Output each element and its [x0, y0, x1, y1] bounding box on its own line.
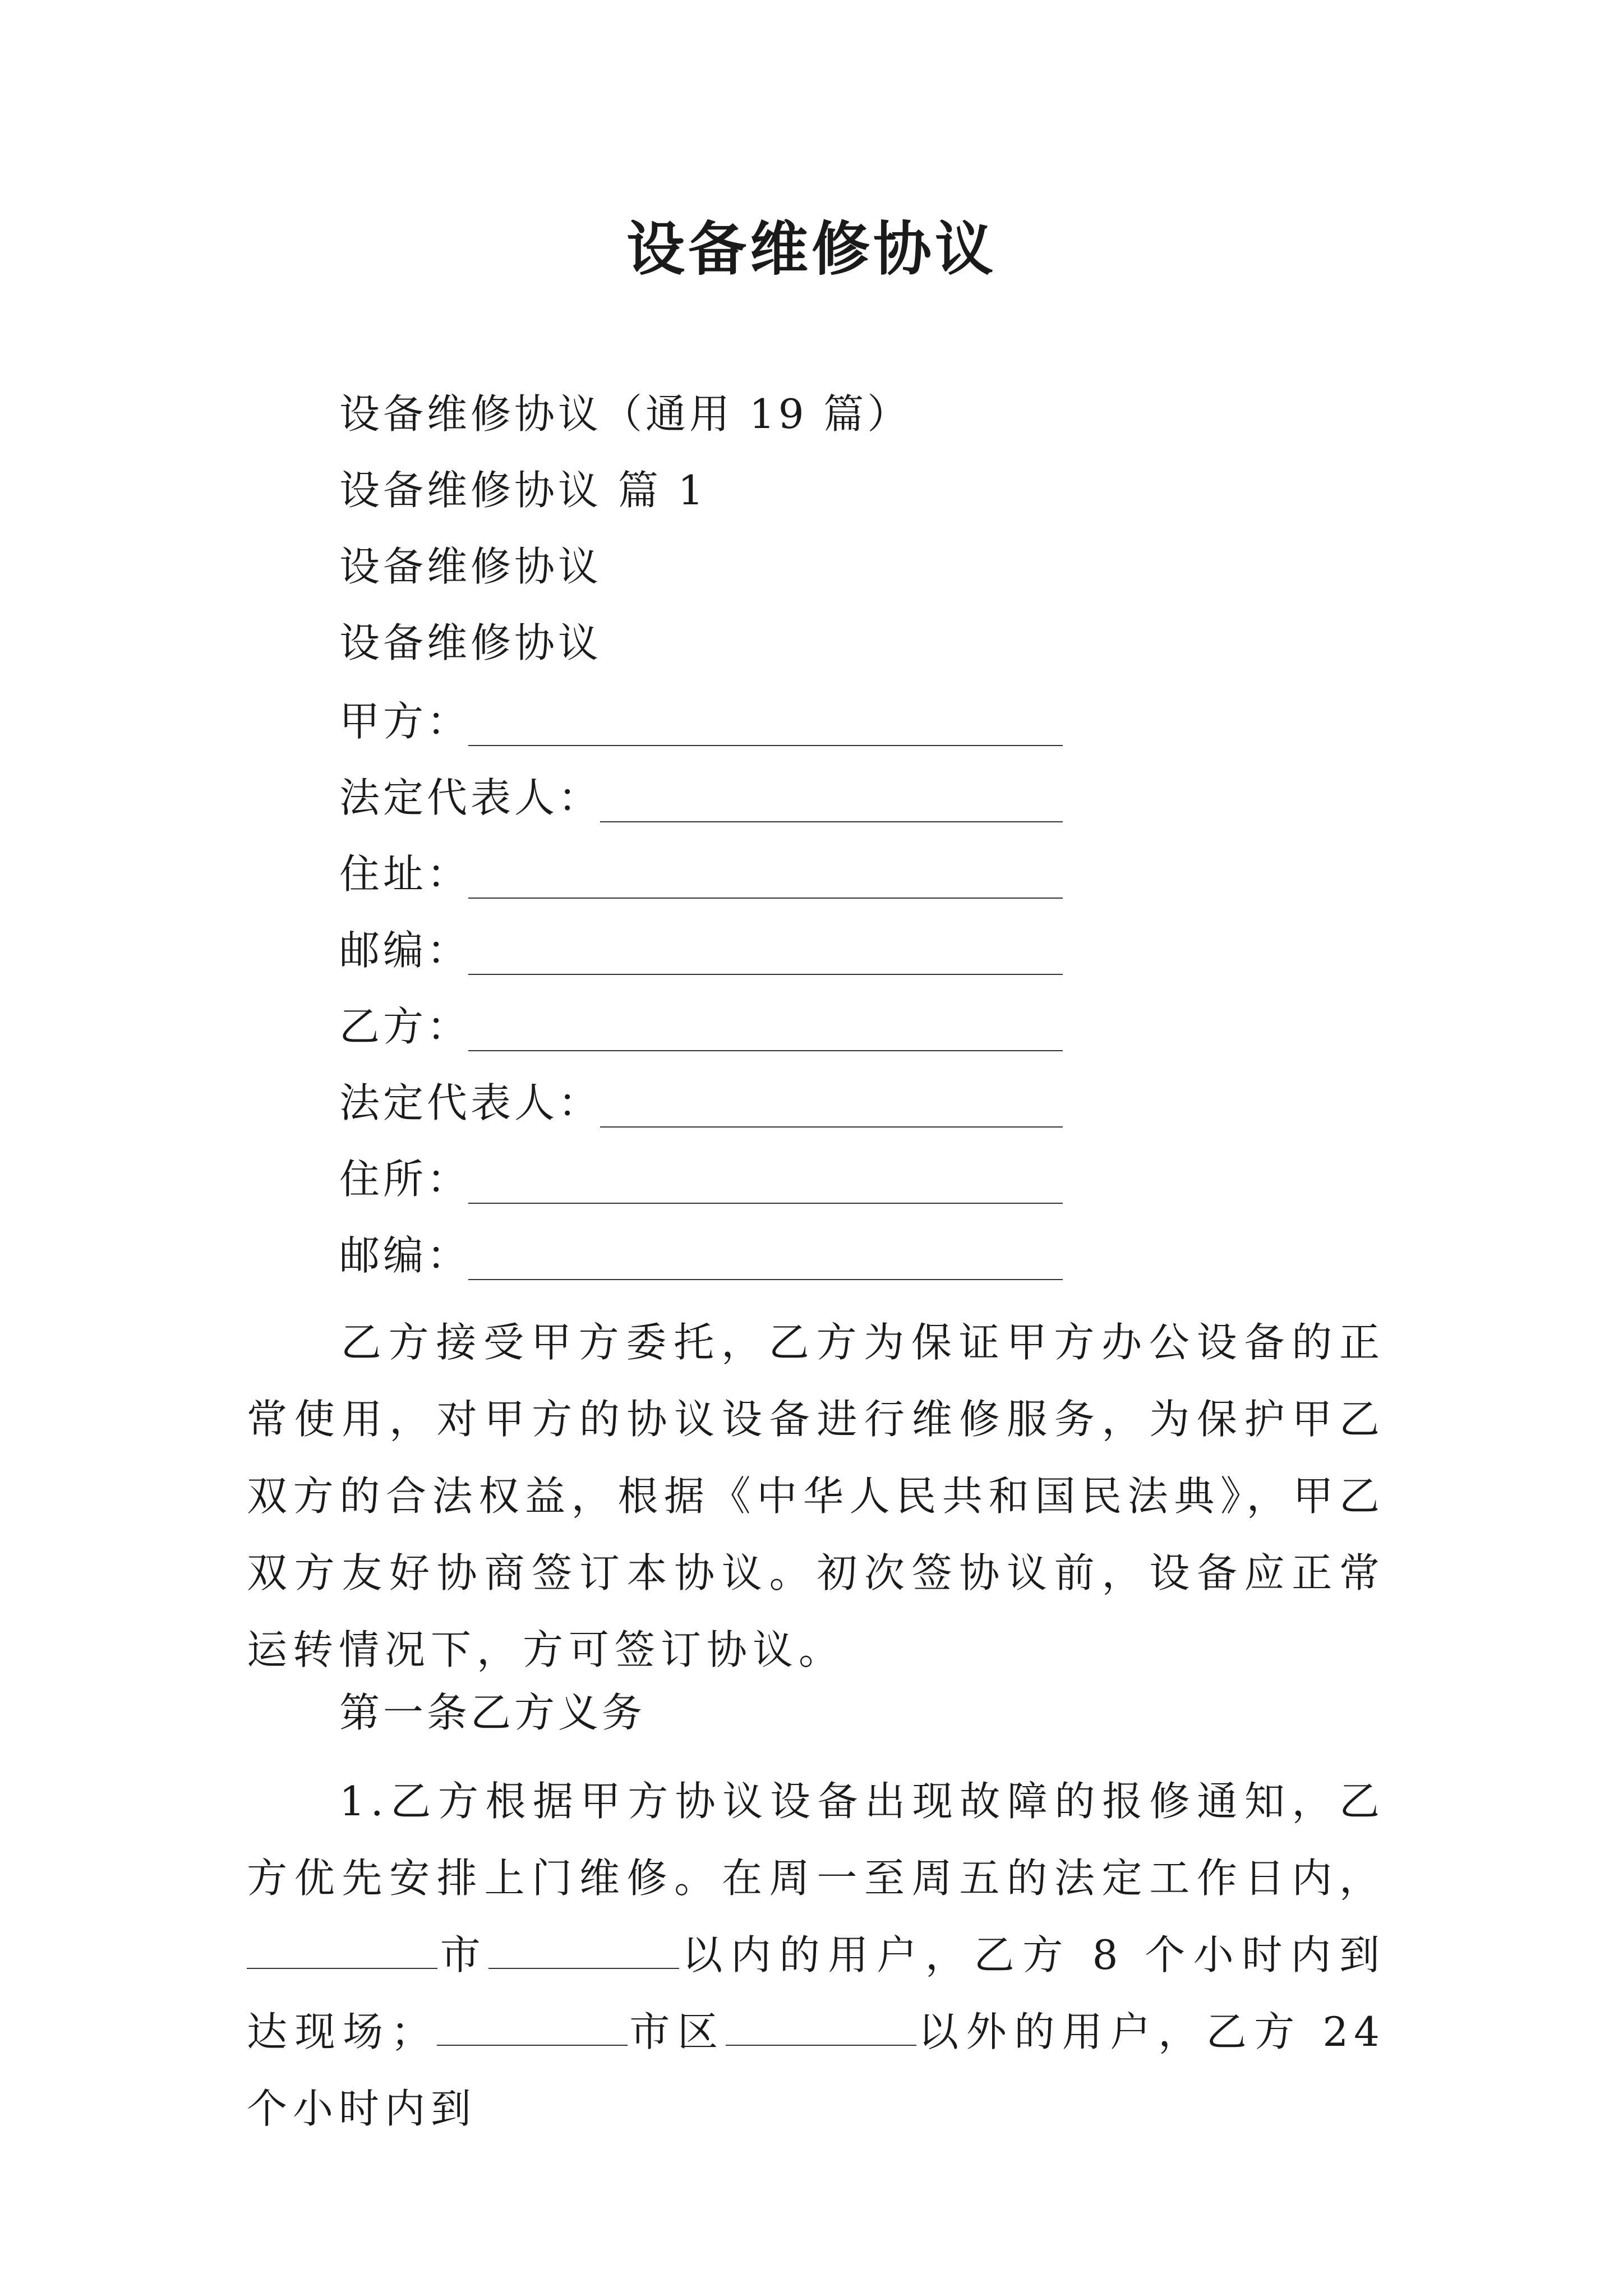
section-title: 第一条乙方义务 — [339, 1689, 646, 1736]
item-1-blank-3[interactable] — [437, 2011, 628, 2046]
field-label-address-a: 住址： — [339, 850, 471, 898]
field-blank-postcode-a[interactable] — [468, 974, 1063, 975]
field-label-legal-rep-b: 法定代表人： — [339, 1079, 602, 1126]
field-label-postcode-b: 邮编： — [339, 1232, 471, 1279]
field-blank-residence-b[interactable] — [468, 1203, 1063, 1204]
item-1-text-b: 市 — [437, 1931, 489, 1978]
heading-line: 设备维修协议 篇 1 — [339, 467, 707, 514]
item-1-blank-4[interactable] — [726, 2011, 916, 2046]
field-blank-legal-rep-a[interactable] — [600, 821, 1063, 822]
field-label-postcode-a: 邮编： — [339, 927, 471, 974]
heading-line: 设备维修协议 — [339, 543, 602, 590]
item-1-text-a: 1.乙方根据甲方协议设备出现故障的报修通知，乙方优先安排上门维修。在周一至周五的法定工作日内， — [247, 1778, 1385, 1902]
intro-paragraph-text: 乙方接受甲方委托，乙方为保证甲方办公设备的正常使用，对甲方的协议设备进行维修服务，为保护甲乙双方的合法权益，根据《中华人民共和国民法典》，甲乙双方友好协商签订本协议。初次签协议前，设备应正常运转情况下，方可签订协议。 — [247, 1319, 1385, 1673]
intro-paragraph — [247, 1304, 1385, 1688]
document-title: 设备维修协议 — [626, 215, 997, 283]
field-label-residence-b: 住所： — [339, 1156, 471, 1203]
field-blank-postcode-b[interactable] — [468, 1279, 1063, 1280]
item-1-text-d: 市区 — [627, 2008, 726, 2055]
field-blank-party-a[interactable] — [468, 745, 1063, 746]
heading-line: 设备维修协议 — [339, 619, 602, 666]
item-1-blank-1[interactable] — [247, 1934, 437, 1969]
field-label-legal-rep-a: 法定代表人： — [339, 774, 602, 821]
item-1-text-c: 以内的用户，乙方 8 个小时内到达现场； — [247, 1931, 1385, 2055]
field-blank-legal-rep-b[interactable] — [600, 1126, 1063, 1128]
heading-line: 设备维修协议（通用 19 篇） — [339, 390, 911, 438]
field-label-party-b: 乙方： — [339, 1003, 471, 1050]
field-label-party-a: 甲方： — [339, 698, 471, 745]
field-blank-address-a[interactable] — [468, 898, 1063, 899]
item-1-text-e: 以外的用户，乙方 24 个小时内到 — [247, 2008, 1385, 2132]
field-blank-party-b[interactable] — [468, 1050, 1063, 1051]
item-1-paragraph — [247, 1763, 1385, 2147]
item-1-blank-2[interactable] — [488, 1934, 679, 1969]
